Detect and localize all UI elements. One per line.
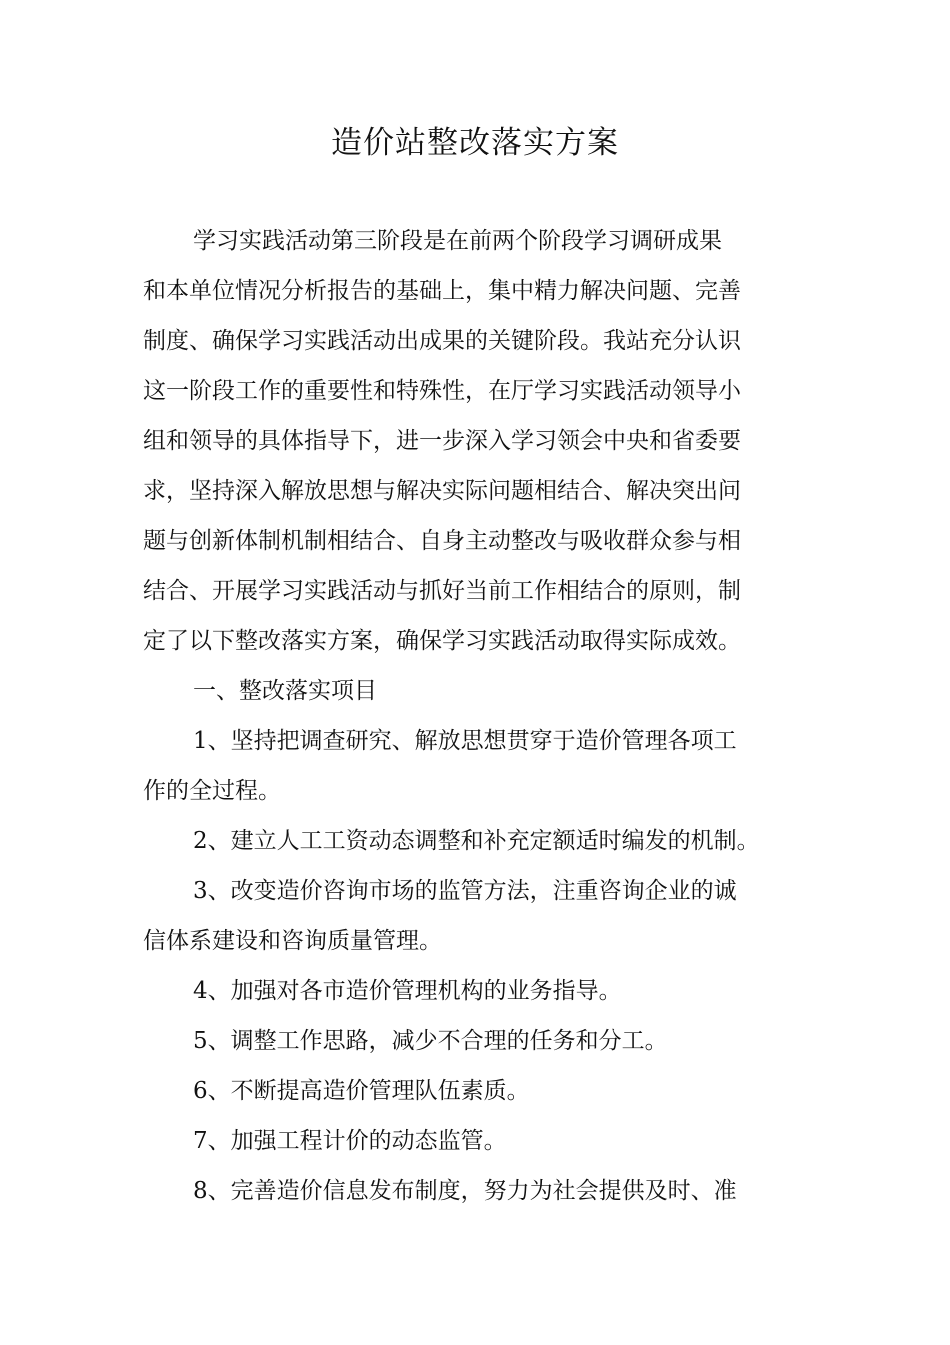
list-item-continuation: 作的全过程。 xyxy=(143,778,281,804)
list-item-continuation: 信体系建设和咨询质量管理。 xyxy=(143,928,442,954)
body-line: 和本单位情况分析报告的基础上，集中精力解决问题、完善 xyxy=(143,278,741,304)
list-item: 5、调整工作思路，减少不合理的任务和分工。 xyxy=(193,1028,668,1054)
list-item: 6、不断提高造价管理队伍素质。 xyxy=(193,1078,530,1104)
document-title: 造价站整改落实方案 xyxy=(331,125,619,161)
list-item: 2、建立人工工资动态调整和补充定额适时编发的机制。 xyxy=(193,828,760,854)
body-line: 组和领导的具体指导下，进一步深入学习领会中央和省委要 xyxy=(143,428,741,454)
list-item: 7、加强工程计价的动态监管。 xyxy=(193,1128,507,1154)
body-line: 这一阶段工作的重要性和特殊性，在厅学习实践活动领导小 xyxy=(143,378,741,404)
body-line: 结合、开展学习实践活动与抓好当前工作相结合的原则，制 xyxy=(143,578,741,604)
list-item: 3、改变造价咨询市场的监管方法，注重咨询企业的诚 xyxy=(193,878,737,904)
section-heading: 一、整改落实项目 xyxy=(193,678,377,704)
body-line: 求，坚持深入解放思想与解决实际问题相结合、解决突出问 xyxy=(143,478,741,504)
list-item: 4、加强对各市造价管理机构的业务指导。 xyxy=(193,978,622,1004)
list-item: 8、完善造价信息发布制度，努力为社会提供及时、准 xyxy=(193,1178,737,1204)
body-line: 题与创新体制机制相结合、自身主动整改与吸收群众参与相 xyxy=(143,528,741,554)
body-line: 学习实践活动第三阶段是在前两个阶段学习调研成果 xyxy=(193,228,722,254)
list-item: 1、坚持把调查研究、解放思想贯穿于造价管理各项工 xyxy=(193,728,737,754)
body-line: 制度、确保学习实践活动出成果的关键阶段。我站充分认识 xyxy=(143,328,741,354)
body-line: 定了以下整改落实方案，确保学习实践活动取得实际成效。 xyxy=(143,628,741,654)
